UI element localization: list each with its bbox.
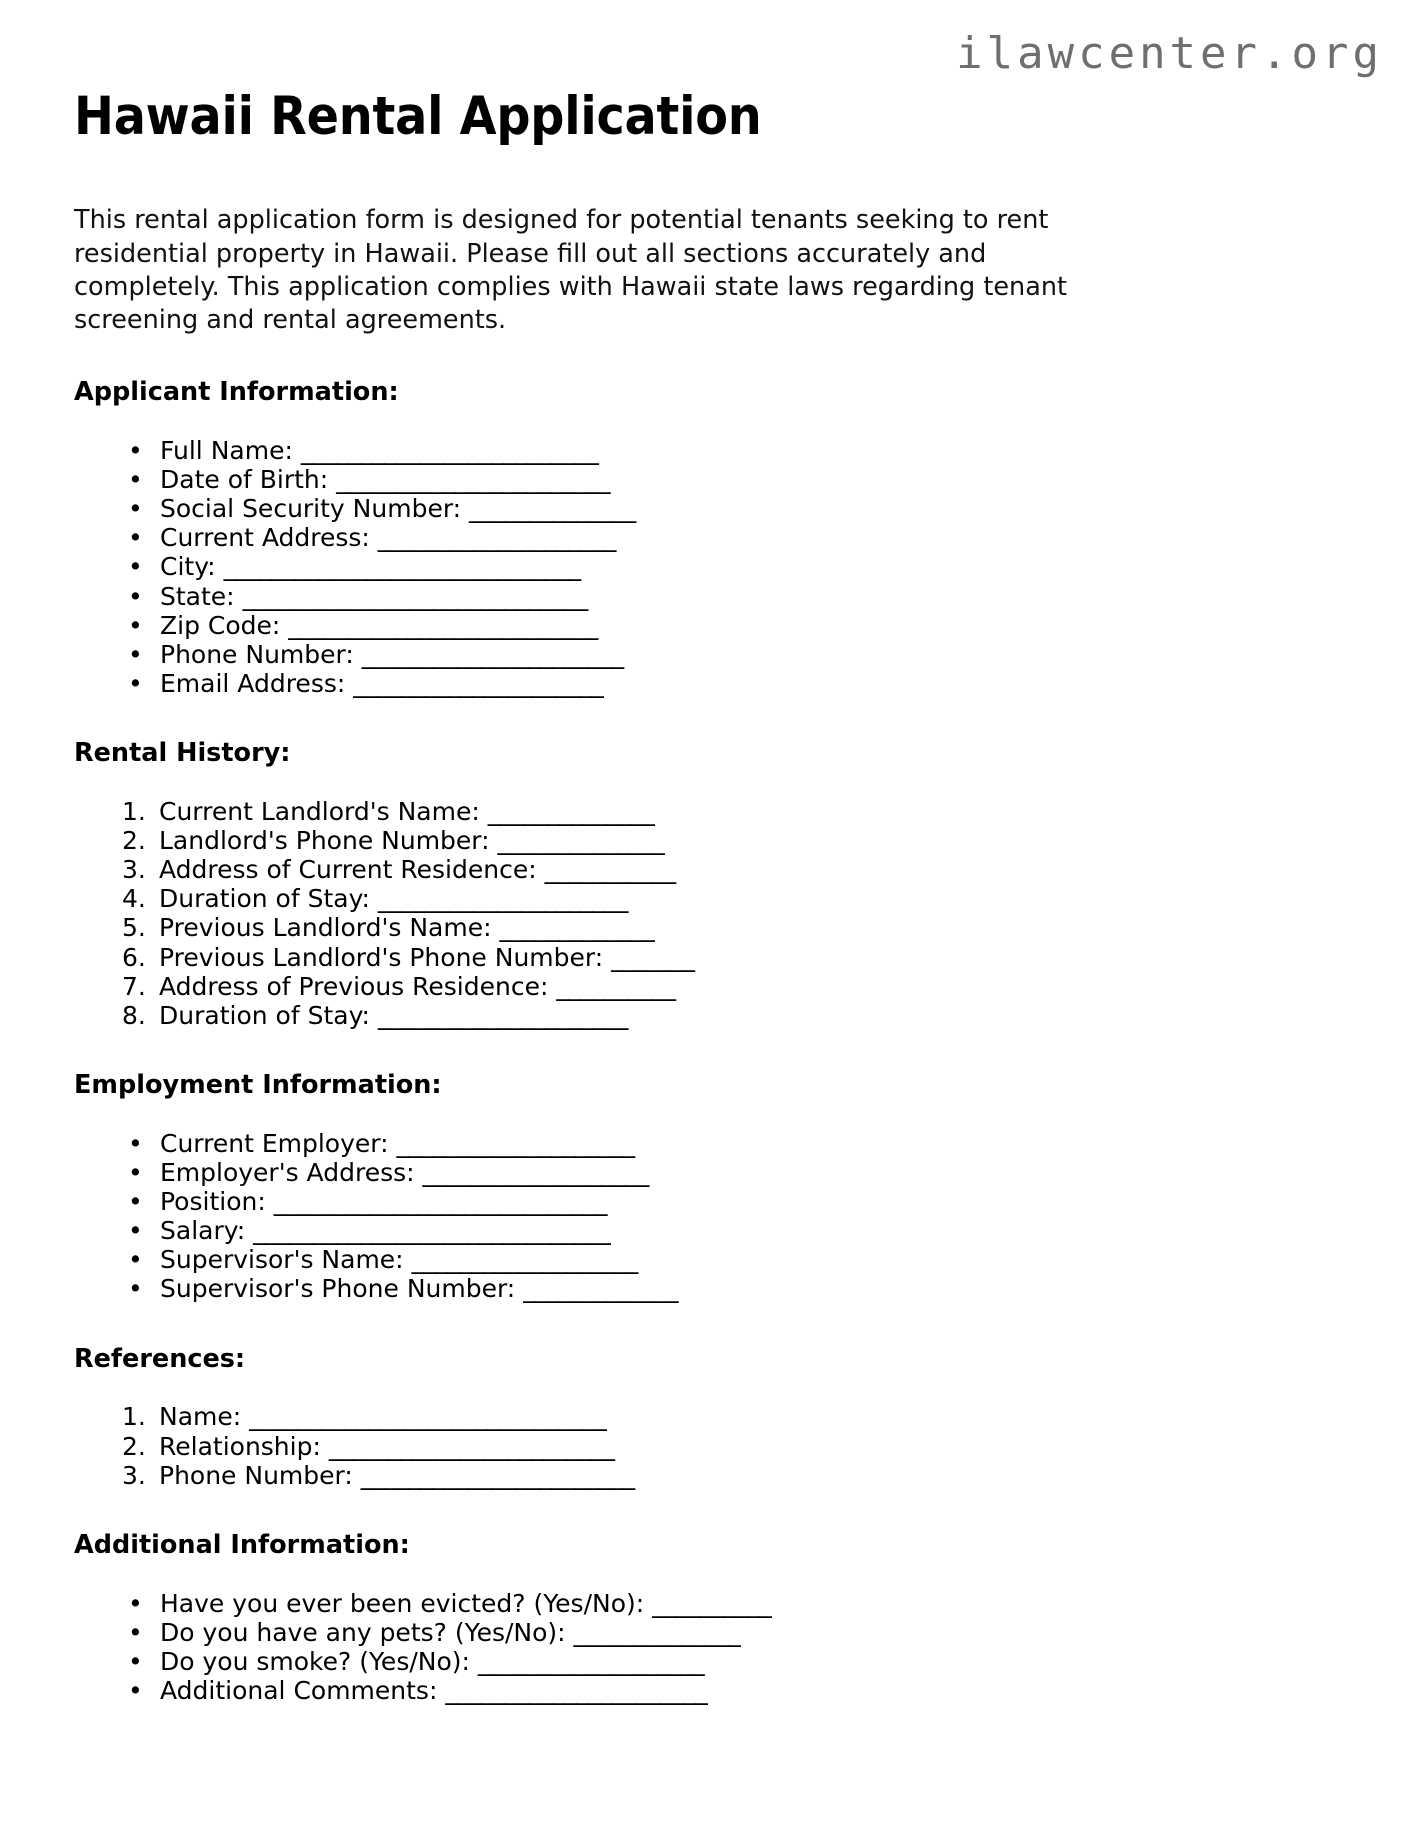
- bullet-icon: •: [128, 1187, 143, 1217]
- bullet-icon: •: [128, 1274, 143, 1304]
- field-label: Phone Number:: [160, 639, 354, 669]
- form-field-row: [122, 1001, 1314, 1030]
- bullet-icon: •: [128, 1617, 143, 1647]
- field-label: Name:: [159, 1402, 242, 1432]
- form-field-row: [122, 884, 1314, 913]
- form-field-row: [122, 611, 1314, 640]
- list-number-marker: 3.: [122, 855, 146, 885]
- field-label: State:: [160, 581, 235, 611]
- list-number-marker: 7.: [122, 971, 146, 1001]
- field-label: Do you smoke? (Yes/No):: [160, 1646, 470, 1676]
- form-field-row: [122, 582, 1314, 611]
- form-field-row: [122, 1158, 1314, 1187]
- page-title: Hawaii Rental Application: [74, 86, 762, 147]
- field-blank-line[interactable]: ____________________: [377, 523, 616, 553]
- bulleted-field-list: [74, 1129, 1314, 1304]
- field-blank-line[interactable]: ______________________: [361, 639, 624, 669]
- field-blank-line[interactable]: _______________________: [336, 465, 610, 495]
- field-label: Salary:: [160, 1216, 246, 1246]
- bullet-icon: •: [128, 581, 143, 611]
- form-field-row: [122, 1245, 1314, 1274]
- list-number-marker: 1.: [122, 1402, 146, 1432]
- form-field-row: [122, 1647, 1314, 1676]
- bullet-icon: •: [128, 1588, 143, 1618]
- section-heading: References:: [74, 1343, 246, 1374]
- field-blank-line[interactable]: ____________________: [396, 1128, 635, 1158]
- field-label: Email Address:: [160, 668, 346, 698]
- field-blank-line[interactable]: ______________: [469, 494, 636, 524]
- field-label: Relationship:: [159, 1431, 321, 1461]
- field-label: Additional Comments:: [160, 1676, 438, 1706]
- field-label: Employer's Address:: [160, 1157, 415, 1187]
- form-field-row: [122, 826, 1314, 855]
- bullet-icon: •: [128, 523, 143, 553]
- field-blank-line[interactable]: _____________________: [353, 668, 604, 698]
- field-blank-line[interactable]: ______________________: [445, 1676, 708, 1706]
- form-field-row: [122, 797, 1314, 826]
- field-blank-line[interactable]: ___________________: [477, 1646, 704, 1676]
- form-field-row: [122, 1216, 1314, 1245]
- field-label: City:: [160, 552, 216, 582]
- intro-paragraph: This rental application form is designed for potential tenants seeking to rent residential property in Hawaii. Please fill out all sections accurately and completely. This application complies with Hawaii state laws regarding tenant screening and rental agreements.: [74, 205, 1067, 335]
- bulleted-field-list: [74, 1589, 1314, 1706]
- form-field-row: [122, 972, 1314, 1001]
- field-blank-line[interactable]: __________: [652, 1588, 772, 1618]
- bullet-icon: •: [128, 435, 143, 465]
- bullet-icon: •: [128, 1128, 143, 1158]
- field-blank-line[interactable]: __________________________: [288, 610, 598, 640]
- field-blank-line[interactable]: ______________: [487, 796, 655, 826]
- list-number-marker: 1.: [122, 796, 146, 826]
- bullet-icon: •: [128, 668, 143, 698]
- form-field-row: [122, 1187, 1314, 1216]
- form-field-row: [122, 669, 1314, 698]
- bullet-icon: •: [128, 1646, 143, 1676]
- form-field-row: [122, 640, 1314, 669]
- form-field-row: [122, 1274, 1314, 1303]
- field-blank-line[interactable]: __________: [556, 971, 676, 1001]
- field-blank-line[interactable]: ___________: [544, 855, 676, 885]
- form-field-row: [122, 1129, 1314, 1158]
- field-label: Supervisor's Phone Number:: [160, 1274, 516, 1304]
- field-blank-line[interactable]: _____________: [499, 913, 655, 943]
- field-blank-line[interactable]: _____________________: [377, 1000, 628, 1030]
- section-heading: Additional Information:: [74, 1529, 410, 1560]
- field-label: Address of Current Residence:: [159, 855, 537, 885]
- field-blank-line[interactable]: ___________________: [411, 1245, 638, 1275]
- field-blank-line[interactable]: ____________________________: [273, 1187, 607, 1217]
- field-blank-line[interactable]: _____________________________: [242, 581, 588, 611]
- bullet-icon: •: [128, 552, 143, 582]
- field-blank-line[interactable]: ______________________________: [253, 1216, 611, 1246]
- bullet-icon: •: [128, 610, 143, 640]
- form-field-row: [122, 1432, 1314, 1461]
- field-label: Zip Code:: [160, 610, 281, 640]
- field-blank-line[interactable]: ______________: [497, 826, 665, 856]
- field-label: Have you ever been evicted? (Yes/No):: [160, 1588, 645, 1618]
- field-blank-line[interactable]: ______________: [573, 1617, 741, 1647]
- field-label: Full Name:: [160, 435, 293, 465]
- form-field-row: [122, 855, 1314, 884]
- field-blank-line[interactable]: ________________________: [328, 1431, 615, 1461]
- field-blank-line[interactable]: ___________________: [422, 1157, 649, 1187]
- field-label: Supervisor's Name:: [160, 1245, 404, 1275]
- form-sections: [74, 377, 1314, 1705]
- form-field-row: [122, 1676, 1314, 1705]
- form-field-row: [122, 1461, 1314, 1490]
- field-label: Duration of Stay:: [159, 884, 370, 914]
- bullet-icon: •: [128, 1216, 143, 1246]
- field-label: Date of Birth:: [160, 465, 329, 495]
- section-heading: Employment Information:: [74, 1069, 442, 1100]
- form-field-row: [122, 523, 1314, 552]
- form-field-row: [122, 943, 1314, 972]
- list-number-marker: 3.: [122, 1460, 146, 1490]
- field-blank-line[interactable]: _____________: [523, 1274, 678, 1304]
- document-content: [74, 86, 1314, 1705]
- form-field-row: [122, 552, 1314, 581]
- form-field-row: [122, 1402, 1314, 1431]
- section-heading: Rental History:: [74, 738, 291, 769]
- form-field-row: [122, 1589, 1314, 1618]
- form-field-row: [122, 494, 1314, 523]
- list-number-marker: 6.: [122, 942, 146, 972]
- form-field-row: [122, 1618, 1314, 1647]
- bullet-icon: •: [128, 494, 143, 524]
- list-number-marker: 2.: [122, 826, 146, 856]
- field-label: Phone Number:: [159, 1460, 353, 1490]
- field-label: Duration of Stay:: [159, 1000, 370, 1030]
- numbered-field-list: [74, 1402, 1314, 1489]
- field-label: Current Address:: [160, 523, 370, 553]
- field-blank-line[interactable]: ______________________________: [223, 552, 581, 582]
- field-label: Current Employer:: [160, 1128, 389, 1158]
- bullet-icon: •: [128, 1157, 143, 1187]
- form-field-row: [122, 913, 1314, 942]
- field-label: Previous Landlord's Phone Number:: [159, 942, 604, 972]
- field-blank-line[interactable]: _______________________: [360, 1460, 635, 1490]
- list-number-marker: 5.: [122, 913, 146, 943]
- bulleted-field-list: [74, 436, 1314, 698]
- field-label: Do you have any pets? (Yes/No):: [160, 1617, 566, 1647]
- bullet-icon: •: [128, 1676, 143, 1706]
- field-label: Landlord's Phone Number:: [159, 826, 490, 856]
- bullet-icon: •: [128, 639, 143, 669]
- form-field-row: [122, 436, 1314, 465]
- field-label: Position:: [160, 1187, 266, 1217]
- form-field-row: [122, 465, 1314, 494]
- numbered-field-list: [74, 797, 1314, 1030]
- field-blank-line[interactable]: ______________________________: [249, 1402, 607, 1432]
- field-label: Current Landlord's Name:: [159, 796, 480, 826]
- list-number-marker: 2.: [122, 1431, 146, 1461]
- field-label: Social Security Number:: [160, 494, 462, 524]
- site-watermark: ilawcenter.org: [956, 28, 1383, 79]
- field-label: Address of Previous Residence:: [159, 971, 549, 1001]
- field-blank-line[interactable]: _______: [611, 942, 695, 972]
- section-heading: Applicant Information:: [74, 377, 399, 408]
- field-label: Previous Landlord's Name:: [159, 913, 492, 943]
- bullet-icon: •: [128, 465, 143, 495]
- bullet-icon: •: [128, 1245, 143, 1275]
- field-blank-line[interactable]: _____________________: [377, 884, 628, 914]
- list-number-marker: 4.: [122, 884, 146, 914]
- list-number-marker: 8.: [122, 1000, 146, 1030]
- field-blank-line[interactable]: _________________________: [300, 435, 599, 465]
